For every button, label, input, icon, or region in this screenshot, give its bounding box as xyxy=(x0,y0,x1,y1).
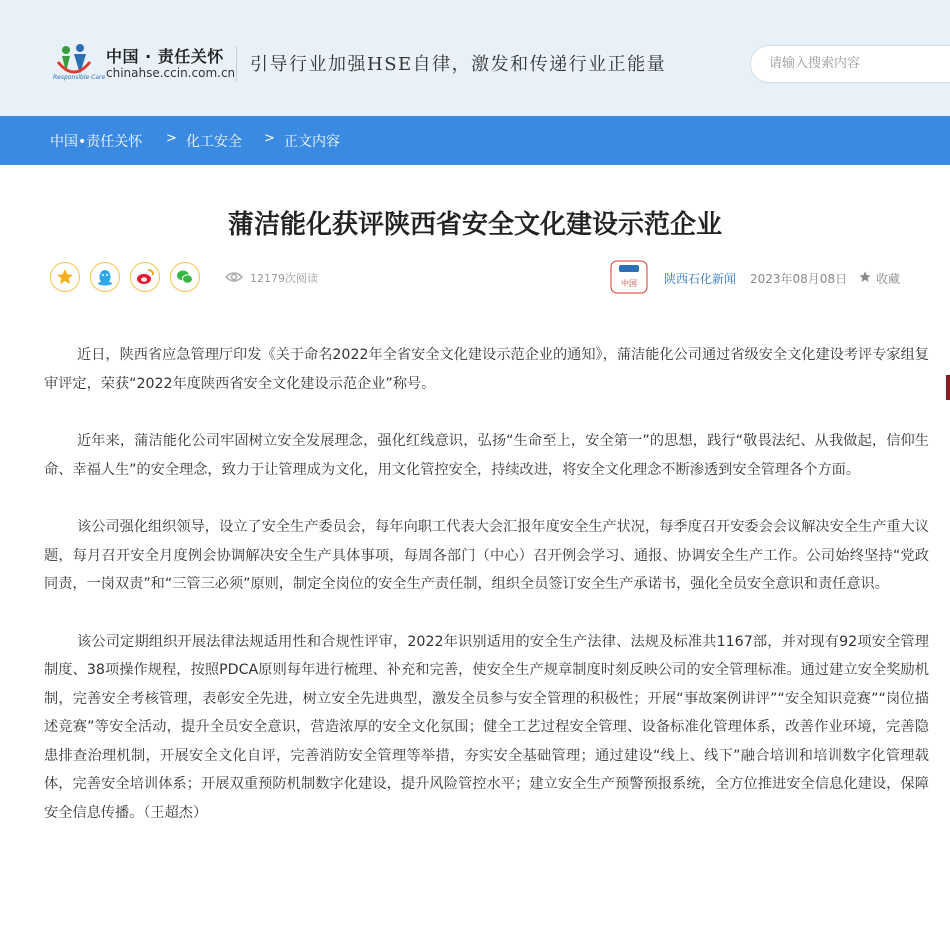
eye-icon xyxy=(225,270,243,284)
right-edge-marker xyxy=(946,375,950,400)
breadcrumb-category[interactable]: 化工安全 xyxy=(186,134,242,150)
svg-text:中国: 中国 xyxy=(621,279,637,288)
breadcrumb-separator: > xyxy=(264,131,275,146)
article-paragraph: 近年来，蒲洁能化公司牢固树立安全发展理念，强化红线意识，弘扬“生命至上，安全第一”的思想，践行“敬畏法纪、从我做起，信仰生命、幸福人生”的安全理念，致力于让管理成为文化，用文化管控安全，持续改进，将安全文化理念不断渗透到安全管理各个方面。 xyxy=(44,433,929,478)
star-icon xyxy=(55,267,75,287)
wechat-icon xyxy=(175,267,195,287)
article-paragraph: 该公司定期组织开展法律法规适用性和合规性评审，2022年识别适用的安全生产法律、法规及标准共1167部，并对现有92项安全管理制度、38项操作规程，按照PDCA原则每年进行梳理、补充和完善，使安全生产规章制度时刻反映公司的安全管理标准。通过建立安全奖励机制，完善安全考核管理，表彰安全先进，树立安全先进典型，激发全员参与安全管理的积极性；开展“事故案例讲评”“安全知识竞赛”“岗位描述竞赛”等安全活动，提升全员安全意识，营造浓厚的安全文化氛围；健全工艺过程安全管理、设备标准化管理体系，改善作业环境，完善隐患排查治理机制，开展安全文化自评，完善消防安全管理等举措，夯实安全基础管理；通过建设“线上、线下”融合培训和培训数字化管理载体，完善安全培训体系；开展双重预防机制数字化建设，提升风险管控水平；建立安全生产预警预报系统，全方位推进安全信息化建设，保障安全信息传播。（王超杰） xyxy=(44,633,929,821)
view-count: 12179次阅读 xyxy=(250,272,318,285)
logo-subtitle: Responsible Care xyxy=(53,74,106,81)
favorite-star-icon[interactable] xyxy=(858,270,872,284)
search-box[interactable] xyxy=(750,45,950,83)
publish-date: 2023年08月08日 xyxy=(750,272,848,286)
header-divider xyxy=(236,46,237,82)
logo-title[interactable]: 中国 · 责任关怀 xyxy=(106,47,224,66)
share-weibo-button[interactable] xyxy=(130,262,160,292)
favorite-button[interactable]: 收藏 xyxy=(876,272,901,286)
qq-penguin-icon xyxy=(95,267,115,287)
site-header xyxy=(0,0,950,116)
article-body xyxy=(44,341,929,856)
source-logo-icon[interactable] xyxy=(610,260,648,294)
search-input[interactable] xyxy=(769,56,949,71)
share-qq-button[interactable] xyxy=(90,262,120,292)
weibo-icon xyxy=(135,267,155,287)
share-qzone-button[interactable] xyxy=(50,262,80,292)
breadcrumb-current: 正文内容 xyxy=(284,134,340,150)
breadcrumb xyxy=(0,116,950,165)
share-wechat-button[interactable] xyxy=(170,262,200,292)
article-paragraph: 该公司强化组织领导，设立了安全生产委员会，每年向职工代表大会汇报年度安全生产状况，每季度召开安委会会议解决安全生产重大议题，每月召开安全月度例会协调解决安全生产具体事项，每周各部门（中心）召开例会学习、通报、协调安全生产工作。公司始终坚持“党政同责，一岗双责”和“三管三必须”原则，制定全岗位的安全生产责任制，组织全员签订安全生产承诺书，强化全员安全意识和责任意识。 xyxy=(44,519,929,592)
breadcrumb-home[interactable]: 中国•责任关怀 xyxy=(50,134,143,150)
article-paragraph: 近日，陕西省应急管理厅印发《关于命名2022年全省安全文化建设示范企业的通知》，蒲洁能化公司通过省级安全文化建设考评专家组复审评定，荣获“2022年度陕西省安全文化建设示范企业”称号。 xyxy=(44,347,929,392)
source-name[interactable]: 陕西石化新闻 xyxy=(664,272,737,286)
breadcrumb-separator: > xyxy=(166,131,177,146)
article-title: 蒲洁能化获评陕西省安全文化建设示范企业 xyxy=(227,210,722,240)
site-slogan: 引导行业加强HSE自律，激发和传递行业正能量 xyxy=(250,54,667,75)
logo-domain[interactable]: chinahse.ccin.com.cn xyxy=(106,66,236,80)
